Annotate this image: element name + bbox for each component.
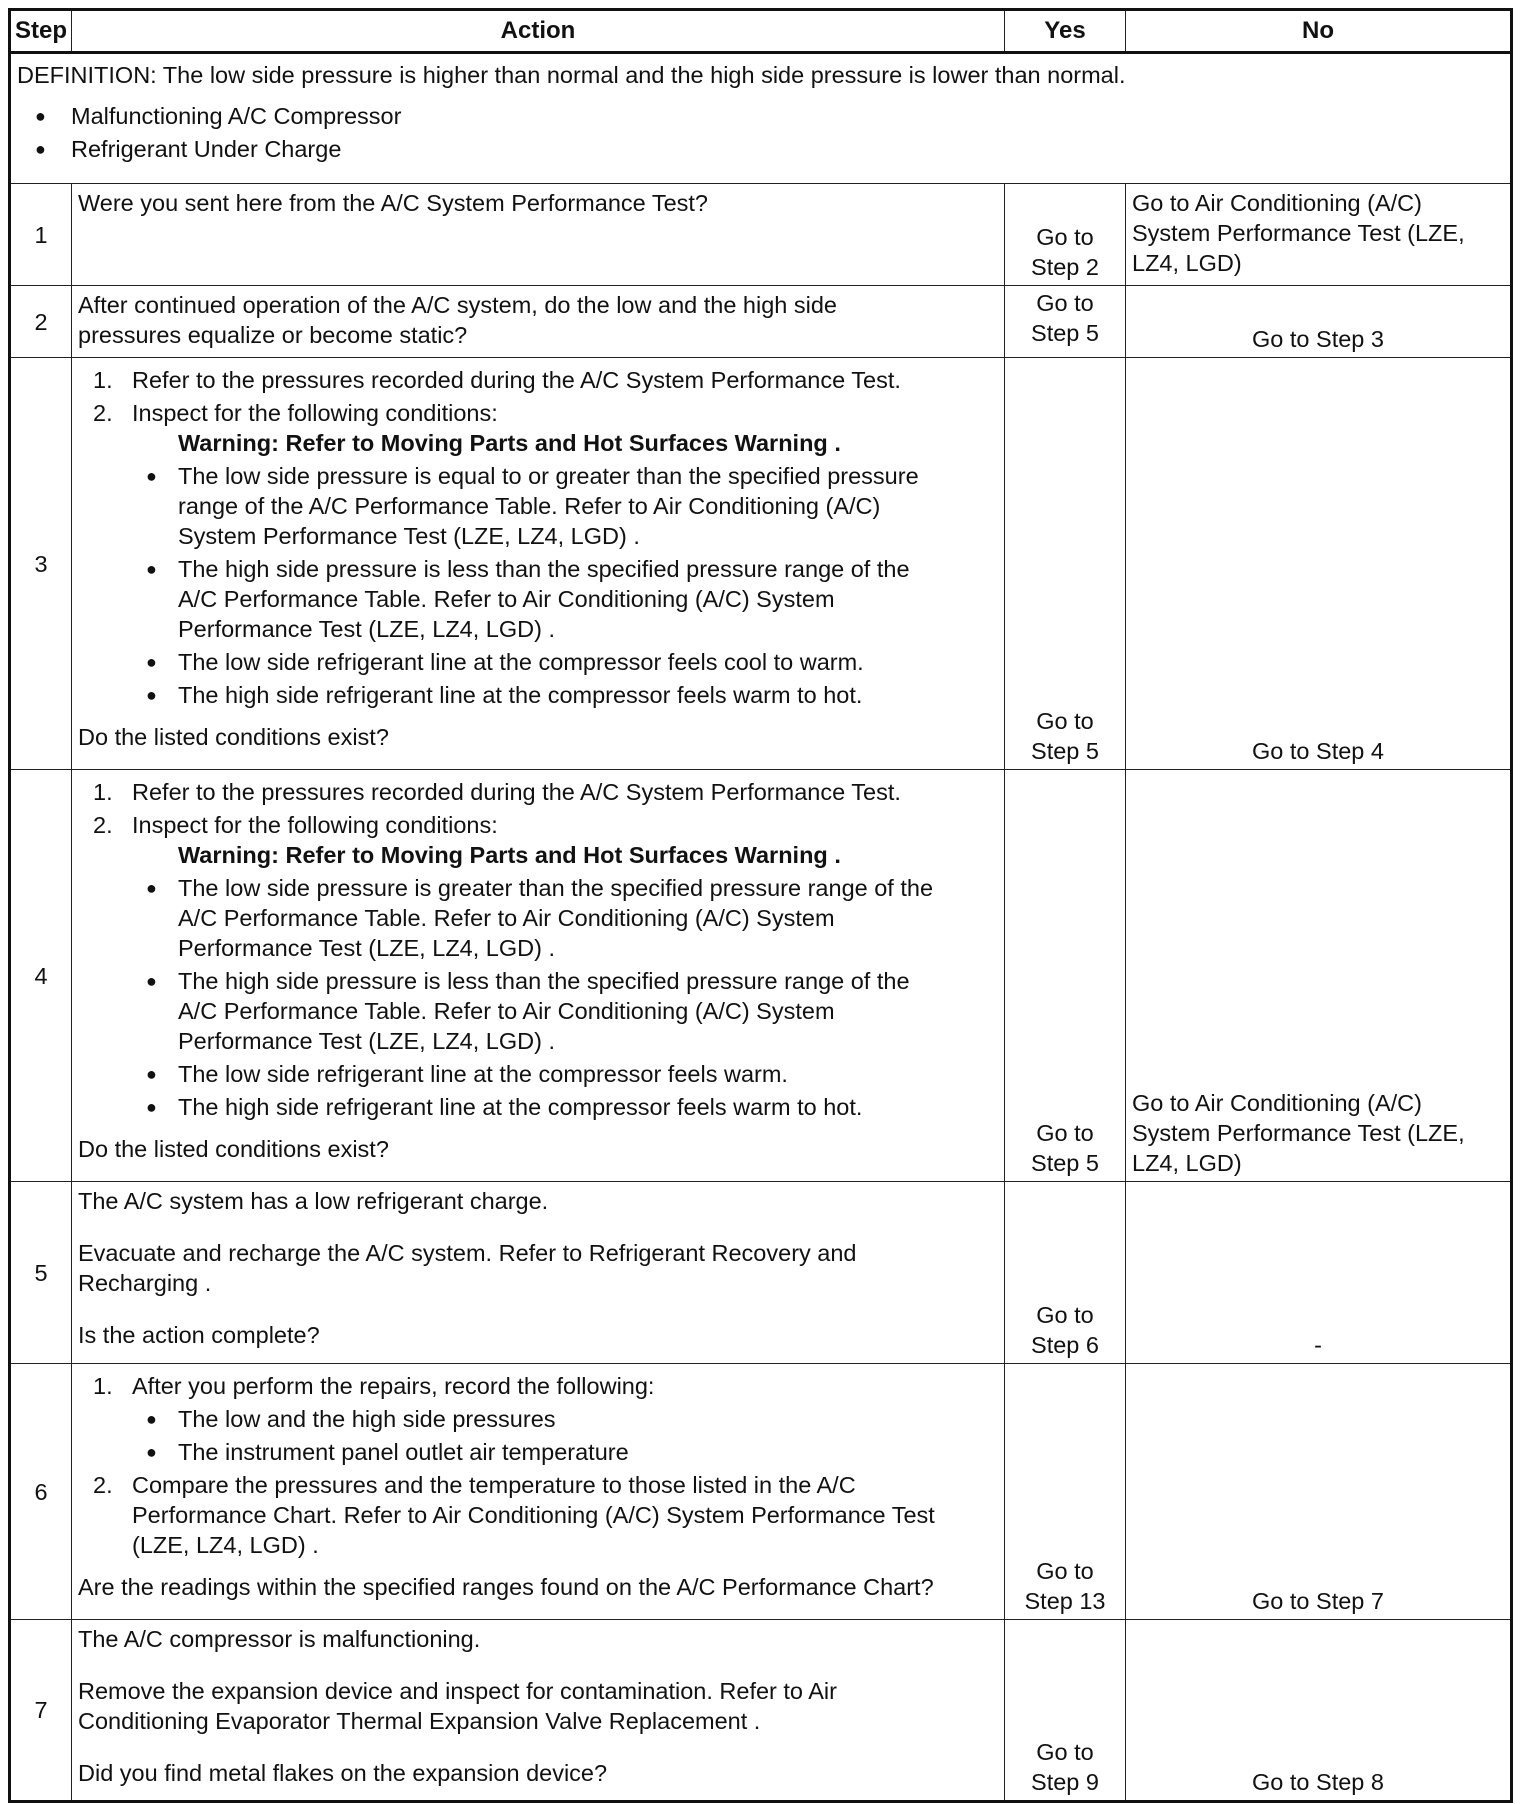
no-line: Go to Step 4 [1252,738,1384,764]
action-cell [72,1182,1005,1364]
record-bullet: ● The low and the high side pressures [78,1404,998,1434]
action-cell [72,358,1005,770]
yes-line: Step 9 [1031,1769,1099,1795]
numbered-item: 1. Refer to the pressures recorded during the A/C System Performance Test. [93,779,901,805]
item-text: Refer to the pressures recorded during the A/C System Performance Test. [132,779,901,805]
diagnostic-table [8,8,1513,1803]
item-text: Inspect for the following conditions: [132,812,498,838]
yes-cell [1005,286,1126,358]
step-number: 1 [10,184,72,286]
item-text: After you perform the repairs, record the following: [132,1373,655,1399]
table-row [10,1364,1512,1620]
header-yes: Yes [1005,10,1126,53]
action-line: After continued operation of the A/C system, do the low and the high side [78,292,837,318]
question-text: Are the readings within the specified ranges found on the A/C Performance Chart? [78,1574,934,1600]
action-line: Conditioning Evaporator Thermal Expansion Valve Replacement . [78,1708,761,1734]
condition-bullet: ● The low side refrigerant line at the compressor feels warm. [78,1059,998,1089]
action-cell [72,770,1005,1182]
no-line: Go to Air Conditioning (A/C) [1132,190,1422,216]
cause-item: ● Malfunctioning A/C Compressor [17,100,1504,133]
table-row [10,184,1512,286]
yes-line: Go to [1036,290,1094,316]
no-line: LZ4, LGD) [1132,250,1242,276]
action-line: Recharging . [78,1270,212,1296]
no-line: System Performance Test (LZE, [1132,220,1465,246]
yes-line: Go to [1036,224,1094,250]
action-cell [72,1364,1005,1620]
cause-list [17,100,1504,166]
numbered-item: 1. Refer to the pressures recorded during the A/C System Performance Test. [93,367,901,393]
no-line: Go to Air Conditioning (A/C) [1132,1090,1422,1116]
action-text: The A/C system has a low refrigerant charge. [78,1188,549,1214]
numbered-item: 2. Inspect for the following conditions: [93,812,498,838]
no-cell [1126,770,1512,1182]
no-cell [1126,184,1512,286]
action-text: The A/C compressor is malfunctioning. [78,1626,481,1652]
yes-line: Step 13 [1024,1588,1106,1614]
yes-line: Step 5 [1031,738,1099,764]
condition-bullet: ● The low side pressure is equal to or greater than the specified pressure range of the A/C Performance Table. Refer to Air Conditioning (A/C) System Performance Test (LZE, LZ4, LGD) . [78,461,998,551]
condition-bullet: ● The high side pressure is less than the specified pressure range of the A/C Performance Table. Refer to Air Conditioning (A/C) System Performance Test (LZE, LZ4, LGD) . [78,966,998,1056]
yes-line: Step 5 [1031,320,1099,346]
yes-cell [1005,1182,1126,1364]
table-row [10,286,1512,358]
action-text: Were you sent here from the A/C System Performance Test? [78,190,708,216]
item-text: Refer to the pressures recorded during the A/C System Performance Test. [132,367,901,393]
header-step: Step [10,10,72,53]
warning-text: Warning: Refer to Moving Parts and Hot Surfaces Warning . [178,430,841,456]
yes-cell [1005,1364,1126,1620]
yes-line: Go to [1036,1302,1094,1328]
header-no: No [1126,10,1512,53]
no-line: Go to Step 3 [1252,326,1384,352]
question-text: Do the listed conditions exist? [78,1136,389,1162]
definition-row [10,53,1512,184]
table-row [10,770,1512,1182]
step-number: 7 [10,1620,72,1802]
header-action: Action [72,10,1005,53]
definition-text: DEFINITION: The low side pressure is higher than normal and the high side pressure is lower than normal. [17,62,1126,88]
no-line: Go to Step 8 [1252,1769,1384,1795]
table-row [10,1182,1512,1364]
no-cell [1126,358,1512,770]
yes-line: Step 6 [1031,1332,1099,1358]
action-cell [72,184,1005,286]
condition-bullet: ● The low side pressure is greater than the specified pressure range of the A/C Performance Table. Refer to Air Conditioning (A/C) System Performance Test (LZE, LZ4, LGD) . [78,873,998,963]
yes-line: Go to [1036,1120,1094,1146]
numbered-item: 1. After you perform the repairs, record the following: [93,1373,655,1399]
condition-bullet: ● The low side refrigerant line at the compressor feels cool to warm. [78,647,998,677]
numbered-item: 2. Inspect for the following conditions: [93,400,498,426]
item-text: Inspect for the following conditions: [132,400,498,426]
question-text: Did you find metal flakes on the expansion device? [78,1760,608,1786]
cause-item: ● Refrigerant Under Charge [17,133,1504,166]
action-line: Remove the expansion device and inspect for contamination. Refer to Air [78,1678,837,1704]
warning-text: Warning: Refer to Moving Parts and Hot Surfaces Warning . [178,842,841,868]
condition-bullet: ● The high side pressure is less than the specified pressure range of the A/C Performance Table. Refer to Air Conditioning (A/C) System Performance Test (LZE, LZ4, LGD) . [78,554,998,644]
no-cell [1126,1182,1512,1364]
no-cell [1126,1364,1512,1620]
step-number: 6 [10,1364,72,1620]
record-bullet: ● The instrument panel outlet air temperature [78,1437,998,1467]
no-line: Go to Step 7 [1252,1588,1384,1614]
yes-line: Go to [1036,1558,1094,1584]
action-cell [72,1620,1005,1802]
yes-cell [1005,770,1126,1182]
header-row [10,10,1512,53]
action-line: pressures equalize or become static? [78,322,468,348]
yes-line: Step 2 [1031,254,1099,280]
condition-bullet: ● The high side refrigerant line at the compressor feels warm to hot. [78,1092,998,1122]
numbered-item: 2. Compare the pressures and the temperature to those listed in the A/C Performance Chart. Refer to Air Conditioning (A/C) System Performance Test (LZE, LZ4, LGD) . [93,1472,935,1558]
step-number: 5 [10,1182,72,1364]
no-cell [1126,286,1512,358]
yes-line: Go to [1036,1739,1094,1765]
definition-cell [10,53,1512,184]
step-number: 3 [10,358,72,770]
action-cell [72,286,1005,358]
no-line: System Performance Test (LZE, [1132,1120,1465,1146]
question-text: Do the listed conditions exist? [78,724,389,750]
yes-line: Step 5 [1031,1150,1099,1176]
step-number: 4 [10,770,72,1182]
yes-cell [1005,358,1126,770]
step-number: 2 [10,286,72,358]
no-cell [1126,1620,1512,1802]
condition-bullet: ● The high side refrigerant line at the compressor feels warm to hot. [78,680,998,710]
action-line: Evacuate and recharge the A/C system. Refer to Refrigerant Recovery and [78,1240,857,1266]
yes-line: Go to [1036,708,1094,734]
yes-cell [1005,1620,1126,1802]
table-row [10,358,1512,770]
yes-cell [1005,184,1126,286]
no-line: LZ4, LGD) [1132,1150,1242,1176]
table-row [10,1620,1512,1802]
no-line: - [1314,1332,1322,1358]
question-text: Is the action complete? [78,1322,320,1348]
